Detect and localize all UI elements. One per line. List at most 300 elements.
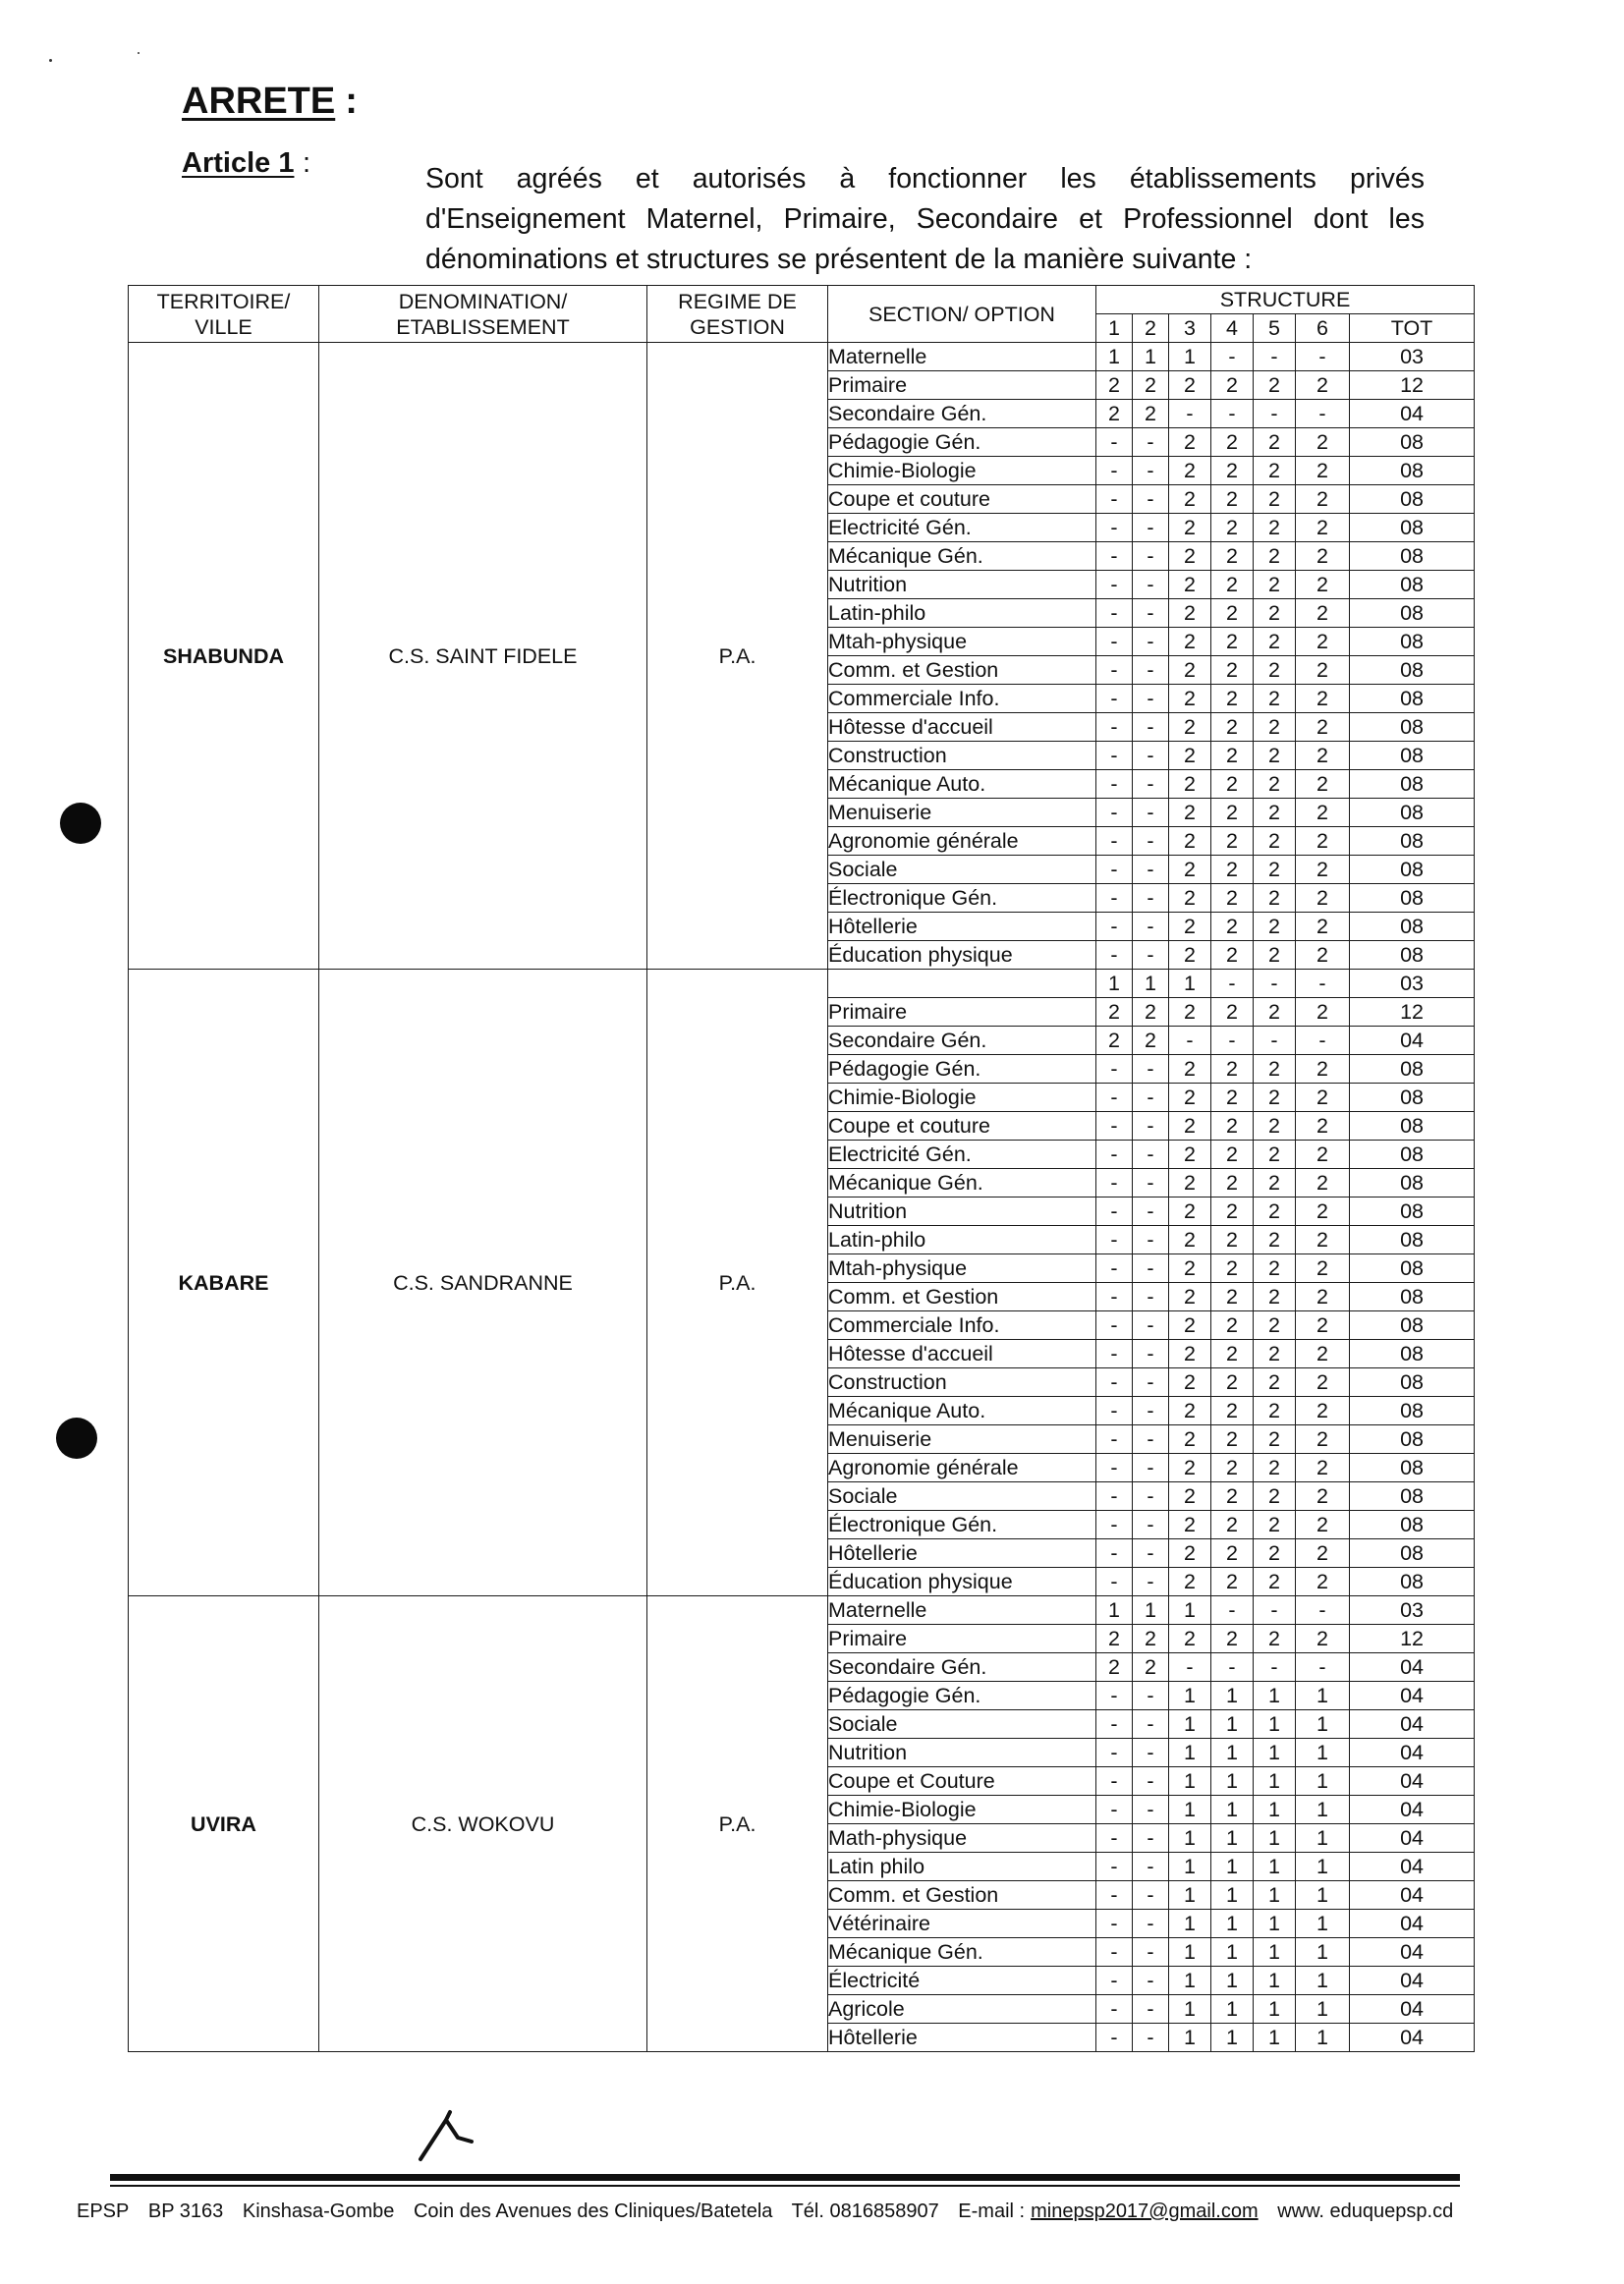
year-3-cell: 2 [1169, 913, 1211, 941]
year-4-cell: 1 [1211, 1938, 1254, 1967]
year-1-cell: - [1096, 1967, 1133, 1995]
year-6-cell: 2 [1296, 1283, 1350, 1311]
year-2-cell: - [1133, 1226, 1169, 1254]
total-cell: 08 [1350, 571, 1475, 599]
year-1-cell: - [1096, 628, 1133, 656]
section-option-cell: Agronomie générale [828, 1454, 1096, 1482]
year-1-cell: 2 [1096, 1625, 1133, 1653]
year-3-cell: 2 [1169, 1425, 1211, 1454]
total-cell: 08 [1350, 1169, 1475, 1198]
footer-email-link[interactable]: minepsp2017@gmail.com [1031, 2200, 1259, 2222]
total-cell: 08 [1350, 1368, 1475, 1397]
year-2-cell: - [1133, 1112, 1169, 1141]
year-5-cell: 2 [1254, 713, 1296, 742]
year-5-cell: 1 [1254, 1682, 1296, 1710]
year-1-cell: - [1096, 799, 1133, 827]
year-3-cell: - [1169, 1027, 1211, 1055]
section-option-cell: Nutrition [828, 571, 1096, 599]
year-2-cell: - [1133, 1938, 1169, 1967]
year-5-cell: 2 [1254, 998, 1296, 1027]
year-6-cell: 2 [1296, 1254, 1350, 1283]
year-6-cell: 2 [1296, 457, 1350, 485]
total-cell: 08 [1350, 485, 1475, 514]
year-3-cell: - [1169, 1653, 1211, 1682]
year-2-cell: - [1133, 1254, 1169, 1283]
year-2-cell: - [1133, 1198, 1169, 1226]
year-4-cell: 2 [1211, 1625, 1254, 1653]
total-cell: 08 [1350, 542, 1475, 571]
footer-city: Kinshasa-Gombe [242, 2200, 395, 2222]
year-1-cell: - [1096, 913, 1133, 941]
section-option-cell: Mécanique Auto. [828, 770, 1096, 799]
year-6-cell: 2 [1296, 1340, 1350, 1368]
year-1-cell: - [1096, 1995, 1133, 2024]
year-4-cell: 2 [1211, 799, 1254, 827]
year-6-cell: 2 [1296, 371, 1350, 400]
year-1-cell: - [1096, 1198, 1133, 1226]
year-1-cell: - [1096, 1169, 1133, 1198]
year-2-cell: 2 [1133, 371, 1169, 400]
year-3-cell: 2 [1169, 856, 1211, 884]
year-5-cell: 2 [1254, 685, 1296, 713]
year-5-cell: 2 [1254, 1055, 1296, 1084]
total-cell: 08 [1350, 628, 1475, 656]
section-option-cell: Chimie-Biologie [828, 1796, 1096, 1824]
table-body [129, 343, 1475, 2052]
year-4-cell: 1 [1211, 1710, 1254, 1739]
section-option-cell: Chimie-Biologie [828, 457, 1096, 485]
year-2-cell: 2 [1133, 998, 1169, 1027]
section-option-cell: Hôtellerie [828, 1539, 1096, 1568]
year-1-cell: - [1096, 571, 1133, 599]
year-2-cell: - [1133, 685, 1169, 713]
group-regime: P.A. [647, 1596, 828, 2052]
total-cell: 08 [1350, 1141, 1475, 1169]
total-cell: 12 [1350, 1625, 1475, 1653]
year-5-cell: - [1254, 1596, 1296, 1625]
section-option-cell: Sociale [828, 1482, 1096, 1511]
year-4-cell: 2 [1211, 1368, 1254, 1397]
year-2-cell: - [1133, 1967, 1169, 1995]
year-2-cell: 2 [1133, 1653, 1169, 1682]
total-cell: 08 [1350, 713, 1475, 742]
total-cell: 08 [1350, 884, 1475, 913]
section-option-cell: Agronomie générale [828, 827, 1096, 856]
year-1-cell: - [1096, 1084, 1133, 1112]
section-option-cell: Mécanique Gén. [828, 1169, 1096, 1198]
section-option-cell: Construction [828, 742, 1096, 770]
section-option-cell: Electricité Gén. [828, 514, 1096, 542]
section-option-cell: Maternelle [828, 1596, 1096, 1625]
year-5-cell: 2 [1254, 599, 1296, 628]
year-4-cell: 2 [1211, 856, 1254, 884]
year-4-cell: 1 [1211, 1739, 1254, 1767]
year-5-cell: 2 [1254, 1568, 1296, 1596]
year-5-cell: 2 [1254, 1397, 1296, 1425]
year-4-cell: 2 [1211, 941, 1254, 970]
year-4-cell: 2 [1211, 1198, 1254, 1226]
footer-website-link[interactable]: www. eduquepsp.cd [1277, 2200, 1454, 2222]
footer-org: EPSP [77, 2200, 130, 2222]
total-cell: 08 [1350, 1568, 1475, 1596]
year-3-cell: 2 [1169, 1454, 1211, 1482]
year-4-cell: 1 [1211, 1767, 1254, 1796]
year-3-cell: 2 [1169, 457, 1211, 485]
year-3-cell: 2 [1169, 884, 1211, 913]
year-2-cell: - [1133, 485, 1169, 514]
year-2-cell: - [1133, 713, 1169, 742]
year-3-cell: 2 [1169, 1568, 1211, 1596]
year-1-cell: - [1096, 1055, 1133, 1084]
table-row [129, 1596, 1475, 1625]
year-4-cell: 2 [1211, 1055, 1254, 1084]
year-2-cell: - [1133, 1084, 1169, 1112]
year-5-cell: 2 [1254, 1283, 1296, 1311]
year-2-cell: - [1133, 884, 1169, 913]
year-6-cell: 2 [1296, 1454, 1350, 1482]
year-3-cell: 2 [1169, 1084, 1211, 1112]
year-6-cell: - [1296, 970, 1350, 998]
total-cell: 08 [1350, 913, 1475, 941]
section-option-cell: Électronique Gén. [828, 1511, 1096, 1539]
year-2-cell: - [1133, 571, 1169, 599]
year-3-cell: 1 [1169, 2024, 1211, 2052]
total-cell: 08 [1350, 656, 1475, 685]
year-6-cell: 2 [1296, 1169, 1350, 1198]
total-cell: 04 [1350, 1767, 1475, 1796]
year-5-cell: 2 [1254, 742, 1296, 770]
year-4-cell: 2 [1211, 1283, 1254, 1311]
total-cell: 08 [1350, 1198, 1475, 1226]
year-1-cell: - [1096, 428, 1133, 457]
year-1-cell: 2 [1096, 998, 1133, 1027]
total-cell: 03 [1350, 343, 1475, 371]
year-2-cell: - [1133, 1910, 1169, 1938]
article-label: Article 1 [182, 147, 295, 179]
group-regime: P.A. [647, 343, 828, 970]
year-4-cell: 1 [1211, 2024, 1254, 2052]
year-4-cell: 2 [1211, 1340, 1254, 1368]
year-1-cell: - [1096, 1368, 1133, 1397]
year-2-cell: - [1133, 1340, 1169, 1368]
total-cell: 04 [1350, 1027, 1475, 1055]
year-5-cell: - [1254, 400, 1296, 428]
year-1-cell: - [1096, 1796, 1133, 1824]
year-2-cell: - [1133, 457, 1169, 485]
total-cell: 12 [1350, 998, 1475, 1027]
section-option-cell: Secondaire Gén. [828, 1653, 1096, 1682]
section-option-cell: Hôtellerie [828, 2024, 1096, 2052]
year-4-cell: 2 [1211, 1226, 1254, 1254]
year-4-cell: 2 [1211, 742, 1254, 770]
year-4-cell: 2 [1211, 1397, 1254, 1425]
year-2-cell: 1 [1133, 343, 1169, 371]
year-1-cell: - [1096, 542, 1133, 571]
year-5-cell: 2 [1254, 428, 1296, 457]
year-5-cell: 2 [1254, 1425, 1296, 1454]
section-option-cell: Nutrition [828, 1739, 1096, 1767]
year-3-cell: 2 [1169, 685, 1211, 713]
year-1-cell: - [1096, 1568, 1133, 1596]
year-2-cell: - [1133, 1710, 1169, 1739]
scan-speck [138, 52, 140, 54]
year-5-cell: 2 [1254, 1511, 1296, 1539]
header-regime: REGIME DE GESTION [647, 286, 828, 343]
year-6-cell: 1 [1296, 1995, 1350, 2024]
total-cell: 08 [1350, 1425, 1475, 1454]
year-1-cell: - [1096, 1254, 1133, 1283]
year-5-cell: 2 [1254, 913, 1296, 941]
year-3-cell: 2 [1169, 713, 1211, 742]
year-4-cell: 1 [1211, 1881, 1254, 1910]
year-5-cell: 1 [1254, 2024, 1296, 2052]
year-4-cell: 2 [1211, 1425, 1254, 1454]
year-5-cell: 2 [1254, 1226, 1296, 1254]
year-5-cell: 2 [1254, 656, 1296, 685]
year-3-cell: 2 [1169, 514, 1211, 542]
section-option-cell: Primaire [828, 1625, 1096, 1653]
year-6-cell: 1 [1296, 1739, 1350, 1767]
total-cell: 08 [1350, 428, 1475, 457]
header-col-1: 1 [1096, 314, 1133, 343]
year-6-cell: - [1296, 1027, 1350, 1055]
year-4-cell: 2 [1211, 713, 1254, 742]
year-2-cell: - [1133, 656, 1169, 685]
total-cell: 08 [1350, 941, 1475, 970]
header-territoire: TERRITOIRE/ VILLE [129, 286, 319, 343]
year-3-cell: 2 [1169, 827, 1211, 856]
year-4-cell: - [1211, 970, 1254, 998]
year-3-cell: 1 [1169, 1596, 1211, 1625]
year-6-cell: 2 [1296, 1539, 1350, 1568]
year-2-cell: - [1133, 1397, 1169, 1425]
group-territoire: KABARE [129, 970, 319, 1596]
year-4-cell: 2 [1211, 1169, 1254, 1198]
year-3-cell: 2 [1169, 428, 1211, 457]
year-1-cell: - [1096, 685, 1133, 713]
year-4-cell: 2 [1211, 770, 1254, 799]
year-3-cell: 2 [1169, 571, 1211, 599]
year-6-cell: 2 [1296, 514, 1350, 542]
year-2-cell: - [1133, 1853, 1169, 1881]
year-2-cell: - [1133, 599, 1169, 628]
year-2-cell: - [1133, 1482, 1169, 1511]
year-3-cell: 2 [1169, 1482, 1211, 1511]
year-5-cell: 2 [1254, 457, 1296, 485]
page-title [182, 81, 358, 123]
year-2-cell: - [1133, 2024, 1169, 2052]
year-6-cell: 2 [1296, 998, 1350, 1027]
year-3-cell: 2 [1169, 1283, 1211, 1311]
section-option-cell: Construction [828, 1368, 1096, 1397]
year-2-cell: 2 [1133, 1027, 1169, 1055]
year-2-cell: - [1133, 1511, 1169, 1539]
year-1-cell: - [1096, 1112, 1133, 1141]
year-4-cell: 2 [1211, 1084, 1254, 1112]
year-1-cell: - [1096, 485, 1133, 514]
section-option-cell: Mécanique Gén. [828, 542, 1096, 571]
footer-address: Coin des Avenues des Cliniques/Batetela [413, 2200, 773, 2222]
year-5-cell: 2 [1254, 628, 1296, 656]
total-cell: 04 [1350, 1824, 1475, 1853]
year-6-cell: 2 [1296, 1141, 1350, 1169]
year-1-cell: - [1096, 1397, 1133, 1425]
year-6-cell: 1 [1296, 1938, 1350, 1967]
year-6-cell: 2 [1296, 1511, 1350, 1539]
year-3-cell: 1 [1169, 1824, 1211, 1853]
year-3-cell: 2 [1169, 485, 1211, 514]
section-option-cell: Coupe et couture [828, 1112, 1096, 1141]
section-option-cell: Sociale [828, 1710, 1096, 1739]
year-1-cell: 2 [1096, 1653, 1133, 1682]
year-2-cell: - [1133, 1824, 1169, 1853]
article-colon: : [303, 147, 311, 179]
total-cell: 08 [1350, 1084, 1475, 1112]
footer [77, 2200, 1467, 2223]
year-2-cell: - [1133, 1283, 1169, 1311]
year-3-cell: 1 [1169, 970, 1211, 998]
year-2-cell: - [1133, 514, 1169, 542]
year-1-cell: - [1096, 514, 1133, 542]
year-6-cell: 1 [1296, 2024, 1350, 2052]
year-4-cell: 2 [1211, 1112, 1254, 1141]
year-5-cell: 2 [1254, 1254, 1296, 1283]
section-option-cell: Menuiserie [828, 799, 1096, 827]
year-2-cell: - [1133, 1767, 1169, 1796]
total-cell: 04 [1350, 400, 1475, 428]
year-6-cell: 2 [1296, 1055, 1350, 1084]
year-4-cell: 2 [1211, 827, 1254, 856]
year-6-cell: 2 [1296, 742, 1350, 770]
year-4-cell: 1 [1211, 1995, 1254, 2024]
table-row [129, 343, 1475, 371]
section-option-cell: Latin-philo [828, 1226, 1096, 1254]
year-4-cell: 2 [1211, 913, 1254, 941]
year-1-cell: 1 [1096, 970, 1133, 998]
year-2-cell: - [1133, 1739, 1169, 1767]
year-4-cell: 2 [1211, 514, 1254, 542]
year-6-cell: - [1296, 1596, 1350, 1625]
group-territoire: UVIRA [129, 1596, 319, 2052]
year-6-cell: 2 [1296, 1625, 1350, 1653]
year-6-cell: 2 [1296, 1084, 1350, 1112]
year-4-cell: 2 [1211, 998, 1254, 1027]
section-option-cell: Primaire [828, 998, 1096, 1027]
year-3-cell: 2 [1169, 1169, 1211, 1198]
year-5-cell: 2 [1254, 884, 1296, 913]
year-6-cell: 2 [1296, 685, 1350, 713]
year-4-cell: 1 [1211, 1853, 1254, 1881]
year-5-cell: 2 [1254, 514, 1296, 542]
year-2-cell: 2 [1133, 1625, 1169, 1653]
section-option-cell: Pédagogie Gén. [828, 428, 1096, 457]
year-1-cell: - [1096, 1340, 1133, 1368]
year-6-cell: 2 [1296, 913, 1350, 941]
year-2-cell: - [1133, 1425, 1169, 1454]
year-4-cell: - [1211, 1027, 1254, 1055]
group-territoire: SHABUNDA [129, 343, 319, 970]
section-option-cell: Comm. et Gestion [828, 656, 1096, 685]
total-cell: 03 [1350, 970, 1475, 998]
year-1-cell: 2 [1096, 1027, 1133, 1055]
punch-hole [56, 1418, 97, 1459]
year-3-cell: 2 [1169, 1112, 1211, 1141]
year-1-cell: - [1096, 713, 1133, 742]
section-option-cell: Coupe et Couture [828, 1767, 1096, 1796]
year-4-cell: - [1211, 1596, 1254, 1625]
group-denomination: C.S. SAINT FIDELE [319, 343, 647, 970]
year-2-cell: - [1133, 856, 1169, 884]
year-5-cell: - [1254, 1027, 1296, 1055]
year-4-cell: 2 [1211, 884, 1254, 913]
year-5-cell: 2 [1254, 571, 1296, 599]
year-2-cell: - [1133, 1169, 1169, 1198]
year-5-cell: 2 [1254, 770, 1296, 799]
section-option-cell: Mécanique Gén. [828, 1938, 1096, 1967]
section-option-cell [828, 970, 1096, 998]
total-cell: 03 [1350, 1596, 1475, 1625]
year-4-cell: 1 [1211, 1796, 1254, 1824]
year-1-cell: - [1096, 457, 1133, 485]
year-1-cell: - [1096, 1938, 1133, 1967]
year-5-cell: 2 [1254, 1340, 1296, 1368]
year-3-cell: 1 [1169, 1853, 1211, 1881]
section-option-cell: Commerciale Info. [828, 685, 1096, 713]
footer-bp: BP 3163 [147, 2200, 224, 2222]
year-6-cell: 1 [1296, 1767, 1350, 1796]
year-3-cell: 2 [1169, 1340, 1211, 1368]
year-6-cell: 2 [1296, 542, 1350, 571]
year-2-cell: - [1133, 1141, 1169, 1169]
year-2-cell: - [1133, 628, 1169, 656]
year-1-cell: - [1096, 770, 1133, 799]
year-1-cell: - [1096, 1141, 1133, 1169]
year-3-cell: 2 [1169, 770, 1211, 799]
group-regime: P.A. [647, 970, 828, 1596]
section-option-cell: Nutrition [828, 1198, 1096, 1226]
total-cell: 08 [1350, 742, 1475, 770]
section-option-cell: Sociale [828, 856, 1096, 884]
year-5-cell: 2 [1254, 1169, 1296, 1198]
section-option-cell: Mécanique Auto. [828, 1397, 1096, 1425]
total-cell: 08 [1350, 1454, 1475, 1482]
section-option-cell: Hôtesse d'accueil [828, 1340, 1096, 1368]
year-1-cell: 2 [1096, 371, 1133, 400]
year-3-cell: 2 [1169, 1254, 1211, 1283]
year-2-cell: - [1133, 1539, 1169, 1568]
year-4-cell: 2 [1211, 1511, 1254, 1539]
year-1-cell: - [1096, 884, 1133, 913]
year-6-cell: 1 [1296, 1682, 1350, 1710]
year-5-cell: 2 [1254, 856, 1296, 884]
year-1-cell: - [1096, 1853, 1133, 1881]
year-6-cell: 2 [1296, 1397, 1350, 1425]
year-3-cell: 2 [1169, 1539, 1211, 1568]
year-6-cell: 2 [1296, 628, 1350, 656]
year-5-cell: 2 [1254, 1311, 1296, 1340]
year-5-cell: 1 [1254, 1910, 1296, 1938]
year-3-cell: 1 [1169, 1967, 1211, 1995]
year-4-cell: 2 [1211, 1539, 1254, 1568]
year-6-cell: 2 [1296, 856, 1350, 884]
section-option-cell: Maternelle [828, 343, 1096, 371]
year-3-cell: 2 [1169, 656, 1211, 685]
section-option-cell: Math-physique [828, 1824, 1096, 1853]
header-col-4: 4 [1211, 314, 1254, 343]
total-cell: 08 [1350, 1482, 1475, 1511]
title-colon: : [345, 81, 358, 122]
year-1-cell: - [1096, 941, 1133, 970]
